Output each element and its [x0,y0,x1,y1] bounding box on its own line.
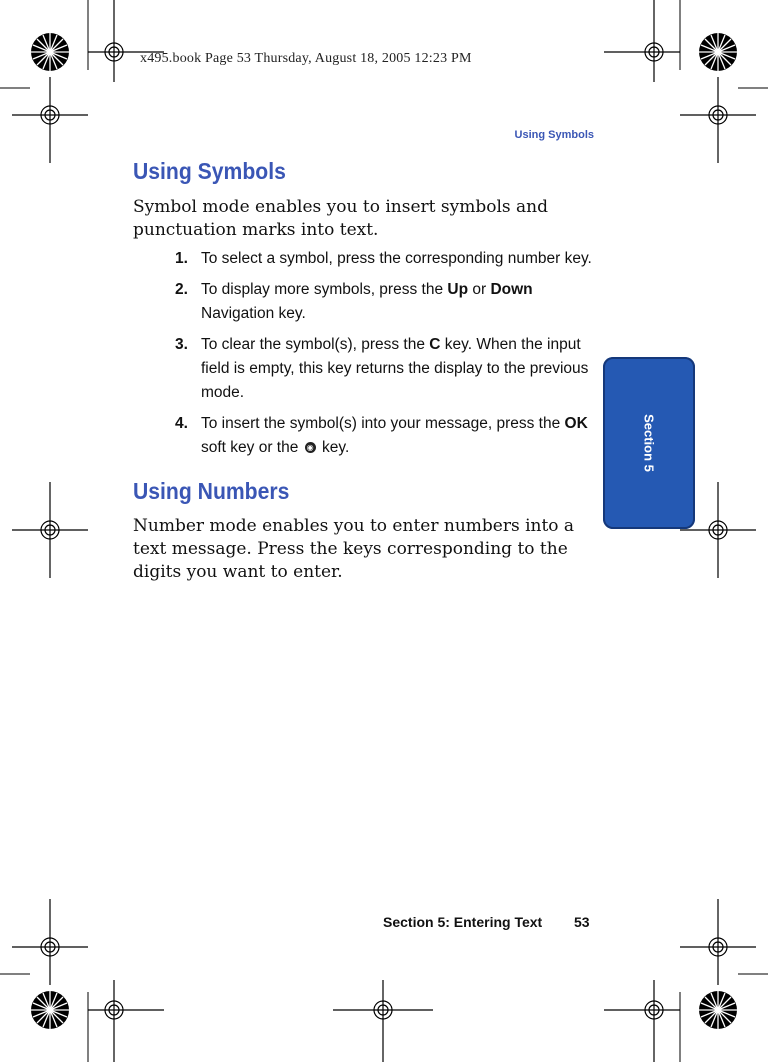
up-key-label: Up [447,281,469,298]
step-text: To select a symbol, press the corresponding number key. [201,250,592,267]
step-number: 1. [175,250,188,267]
step-text: To clear the symbol(s), press the [201,336,430,353]
section-tab [603,357,695,529]
section-tab-label: Section 5 [641,414,657,472]
step-text: soft key or the [201,439,303,456]
symbol-steps-list [175,247,605,467]
step-text: key. [317,439,350,456]
footer-title: Section 5: Entering Text [383,914,543,930]
running-head: Using Symbols [514,129,594,141]
page-number: 53 [574,914,590,930]
list-item [175,278,605,326]
down-key-label: Down [490,281,533,298]
step-number: 3. [175,336,188,353]
list-item [175,247,605,271]
symbols-intro: Symbol mode enables you to insert symbols and punctuation marks into text. [133,197,548,240]
center-key-icon: ◉ [305,442,316,453]
using-symbols-heading: Using Symbols [133,158,286,184]
step-text: To display more symbols, press the [201,281,448,298]
step-text: To insert the symbol(s) into your message, press the [201,415,565,432]
book-info-slug: x495.book Page 53 Thursday, August 18, 2005 12:23 PM [140,51,472,66]
step-text: key. When the input field is empty, this key returns the display to the previous mode. [201,336,589,401]
ok-key-label: OK [564,415,588,432]
list-item [175,412,605,460]
numbers-intro: Number mode enables you to enter numbers into a text message. Press the keys corresponding to the digits you want to enter. [133,516,575,582]
c-key-label: C [429,336,441,353]
step-number: 4. [175,415,188,432]
using-numbers-heading: Using Numbers [133,478,290,504]
step-number: 2. [175,281,188,298]
step-text: Navigation key. [201,305,306,322]
step-text: or [468,281,491,298]
list-item [175,333,605,405]
